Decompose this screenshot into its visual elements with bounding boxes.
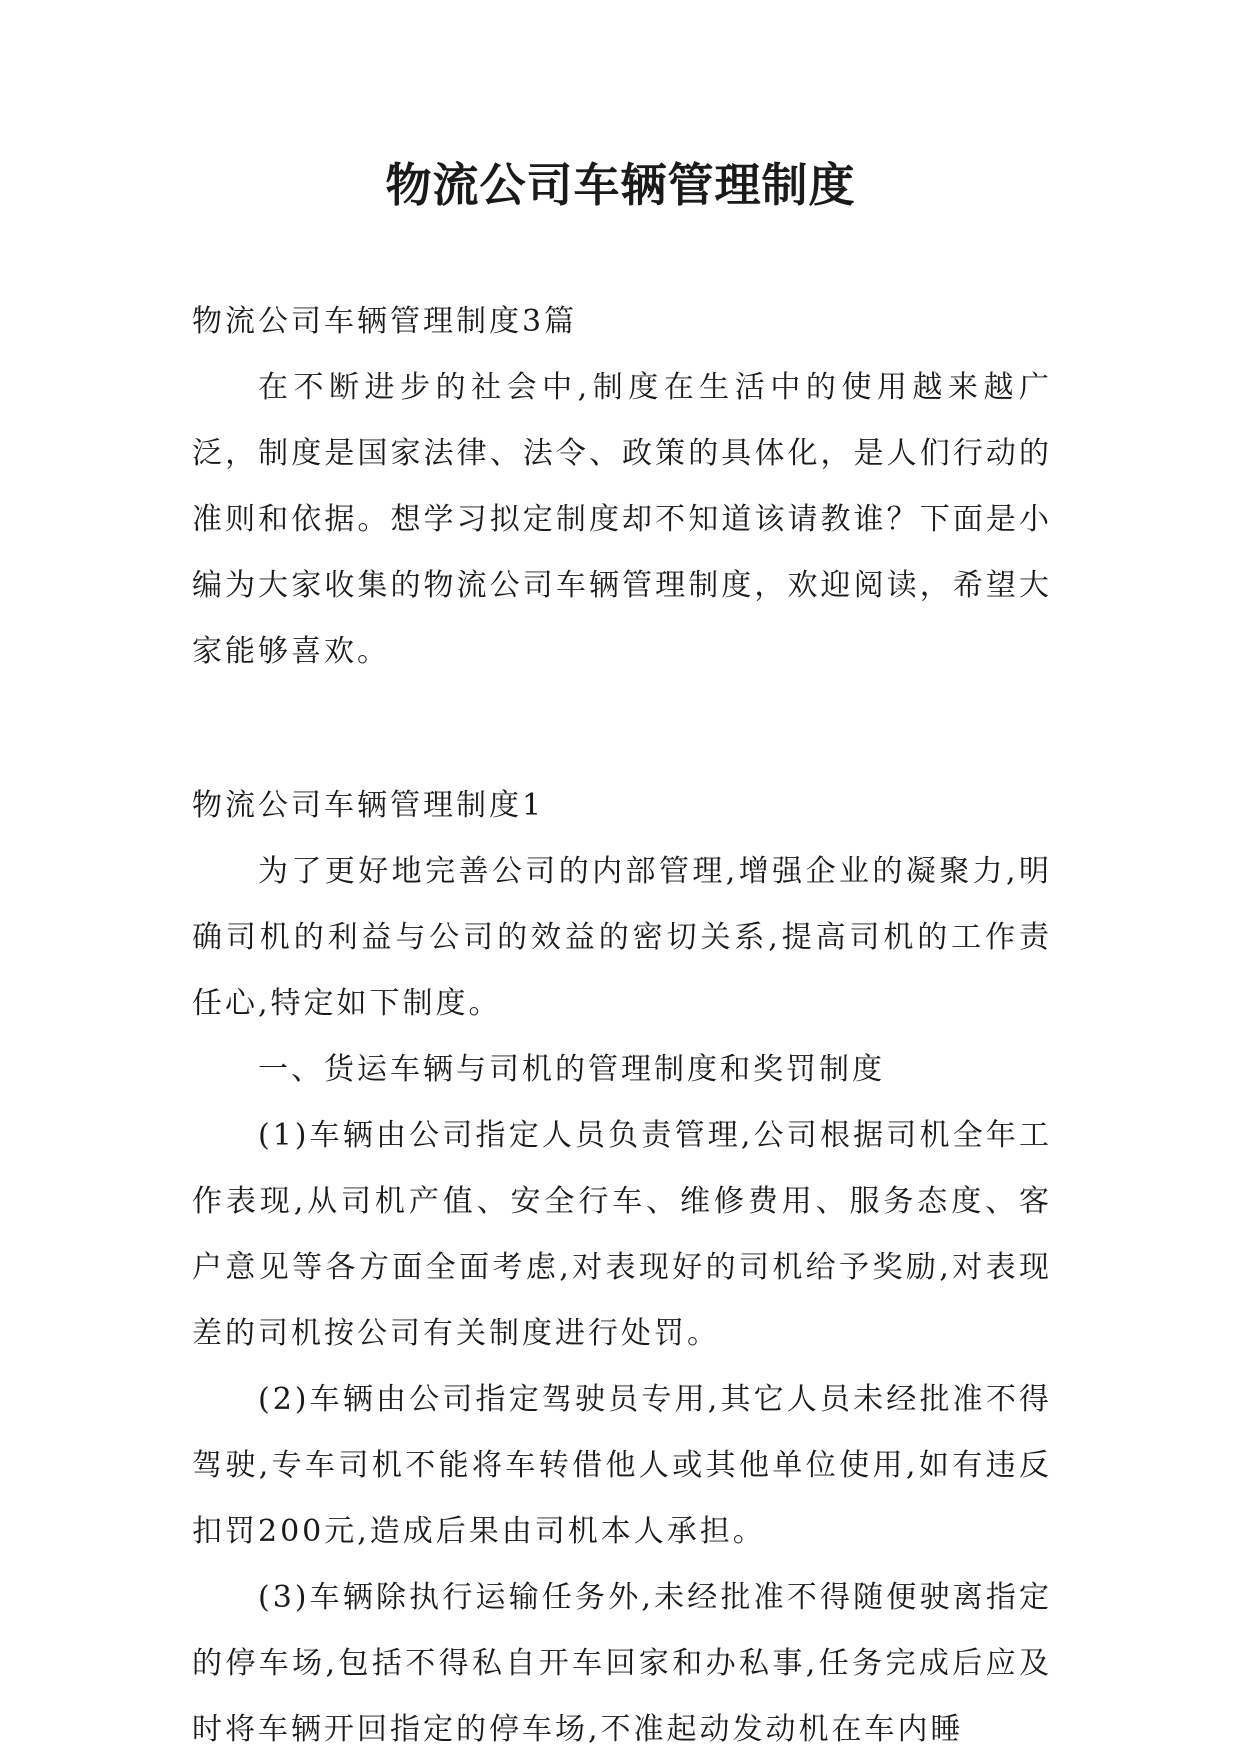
body-paragraph: (3)车辆除执行运输任务外,未经批准不得随便驶离指定的停车场,包括不得私自开车回家和办私事,任务完成后应及时将车辆开回指定的停车场,不准起动发动机在车内睡 bbox=[192, 1580, 1052, 1747]
document-subtitle: 物流公司车辆管理制度3篇 bbox=[192, 304, 578, 339]
intro-paragraph: 在不断进步的社会中,制度在生活中的使用越来越广泛，制度是国家法律、法令、政策的具体化，是人们行动的准则和依据。想学习拟定制度却不知道该请教谁？下面是小编为大家收集的物流公司车辆管理制度，欢迎阅读，希望大家能够喜欢。 bbox=[192, 370, 1052, 669]
body-paragraph: (1)车辆由公司指定人员负责管理,公司根据司机全年工作表现,从司机产值、安全行车、维修费用、服务态度、客户意见等各方面全面考虑,对表现好的司机给予奖励,对表现差的司机按公司有关制度进行处罚。 bbox=[192, 1118, 1052, 1351]
document-title: 物流公司车辆管理制度 bbox=[385, 158, 856, 212]
section-spacer bbox=[192, 685, 1052, 773]
body-paragraph: 一、货运车辆与司机的管理制度和奖罚制度 bbox=[258, 1052, 885, 1087]
section-heading: 物流公司车辆管理制度1 bbox=[192, 788, 545, 823]
body-paragraph: (2)车辆由公司指定驾驶员专用,其它人员未经批准不得驾驶,专车司机不能将车转借他人或其他单位使用,如有违反扣罚200元,造成后果由司机本人承担。 bbox=[192, 1382, 1052, 1549]
document-body bbox=[192, 289, 1052, 1763]
body-paragraph: 为了更好地完善公司的内部管理,增强企业的凝聚力,明确司机的利益与公司的效益的密切关系,提高司机的工作责任心,特定如下制度。 bbox=[192, 854, 1052, 1021]
